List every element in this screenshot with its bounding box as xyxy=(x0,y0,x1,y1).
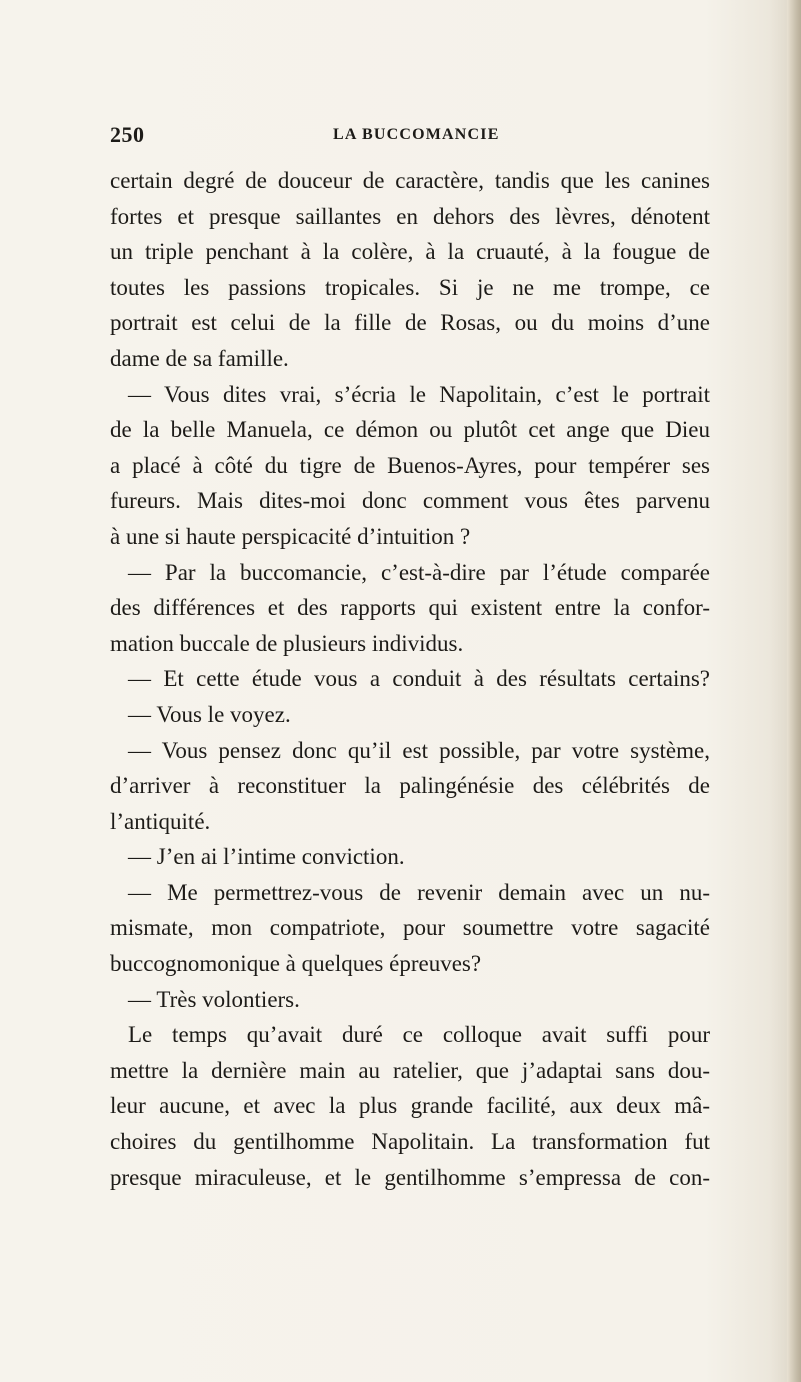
page-number: 250 xyxy=(110,122,145,147)
text-line: — Par la buccomancie, c’est-à-dire par l’étude comparée xyxy=(128,559,710,585)
text-line: — Et cette étude vous a conduit à des résultats certains? xyxy=(128,666,710,692)
text-line: à une si haute perspicacité d’intuition ? xyxy=(110,523,471,549)
text-line: Le temps qu’avait duré ce colloque avait suffi pour xyxy=(128,1022,710,1048)
text-line: — Me permettrez-vous de revenir demain avec un nu- xyxy=(128,879,710,905)
text-line: portrait est celui de la fille de Rosas, ou du moins d’une xyxy=(110,310,710,336)
text-line: — Vous dites vrai, s’écria le Napolitain, c’est le portrait xyxy=(128,381,710,407)
text-line: mismate, mon compatriote, pour soumettre votre sagacité xyxy=(110,915,710,941)
text-line: de la belle Manuela, ce démon ou plutôt cet ange que Dieu xyxy=(110,417,710,443)
text-line: fortes et presque saillantes en dehors des lèvres, dénotent xyxy=(110,203,710,229)
page-header xyxy=(110,122,710,146)
text-line: certain degré de douceur de caractère, tandis que les canines xyxy=(110,168,710,193)
text-line: presque miraculeuse, et le gentilhomme s’empressa de con- xyxy=(110,1164,710,1190)
text-line: — Vous pensez donc qu’il est possible, par votre système, xyxy=(128,737,710,763)
text-line: toutes les passions tropicales. Si je ne me trompe, ce xyxy=(110,274,710,300)
text-line: — Vous le voyez. xyxy=(128,701,291,727)
body-text xyxy=(110,163,710,1195)
text-line: mation buccale de plusieurs individus. xyxy=(110,630,464,656)
text-line: l’antiquité. xyxy=(110,808,211,834)
text-line: dame de sa famille. xyxy=(110,345,289,371)
running-title: LA BUCCOMANCIE xyxy=(333,126,500,143)
text-line: d’arriver à reconstituer la palingénésie des célébrités de xyxy=(110,773,710,799)
text-line: leur aucune, et avec la plus grande facilité, aux deux mâ- xyxy=(110,1093,710,1119)
text-line: choires du gentilhomme Napolitain. La transformation fut xyxy=(110,1129,710,1155)
page-edge xyxy=(787,0,801,1382)
text-line: buccognomonique à quelques épreuves? xyxy=(110,951,482,977)
text-line: — J’en ai l’intime conviction. xyxy=(128,844,405,870)
text-line: mettre la dernière main au ratelier, que j’adaptai sans dou- xyxy=(110,1057,710,1083)
text-line: des différences et des rapports qui existent entre la confor- xyxy=(110,595,710,621)
text-line: fureurs. Mais dites-moi donc comment vous êtes parvenu xyxy=(110,488,710,514)
text-line: un triple penchant à la colère, à la cruauté, à la fougue de xyxy=(110,239,710,265)
text-line: — Très volontiers. xyxy=(128,986,300,1012)
text-line: a placé à côté du tigre de Buenos-Ayres, pour tempérer ses xyxy=(110,452,710,478)
